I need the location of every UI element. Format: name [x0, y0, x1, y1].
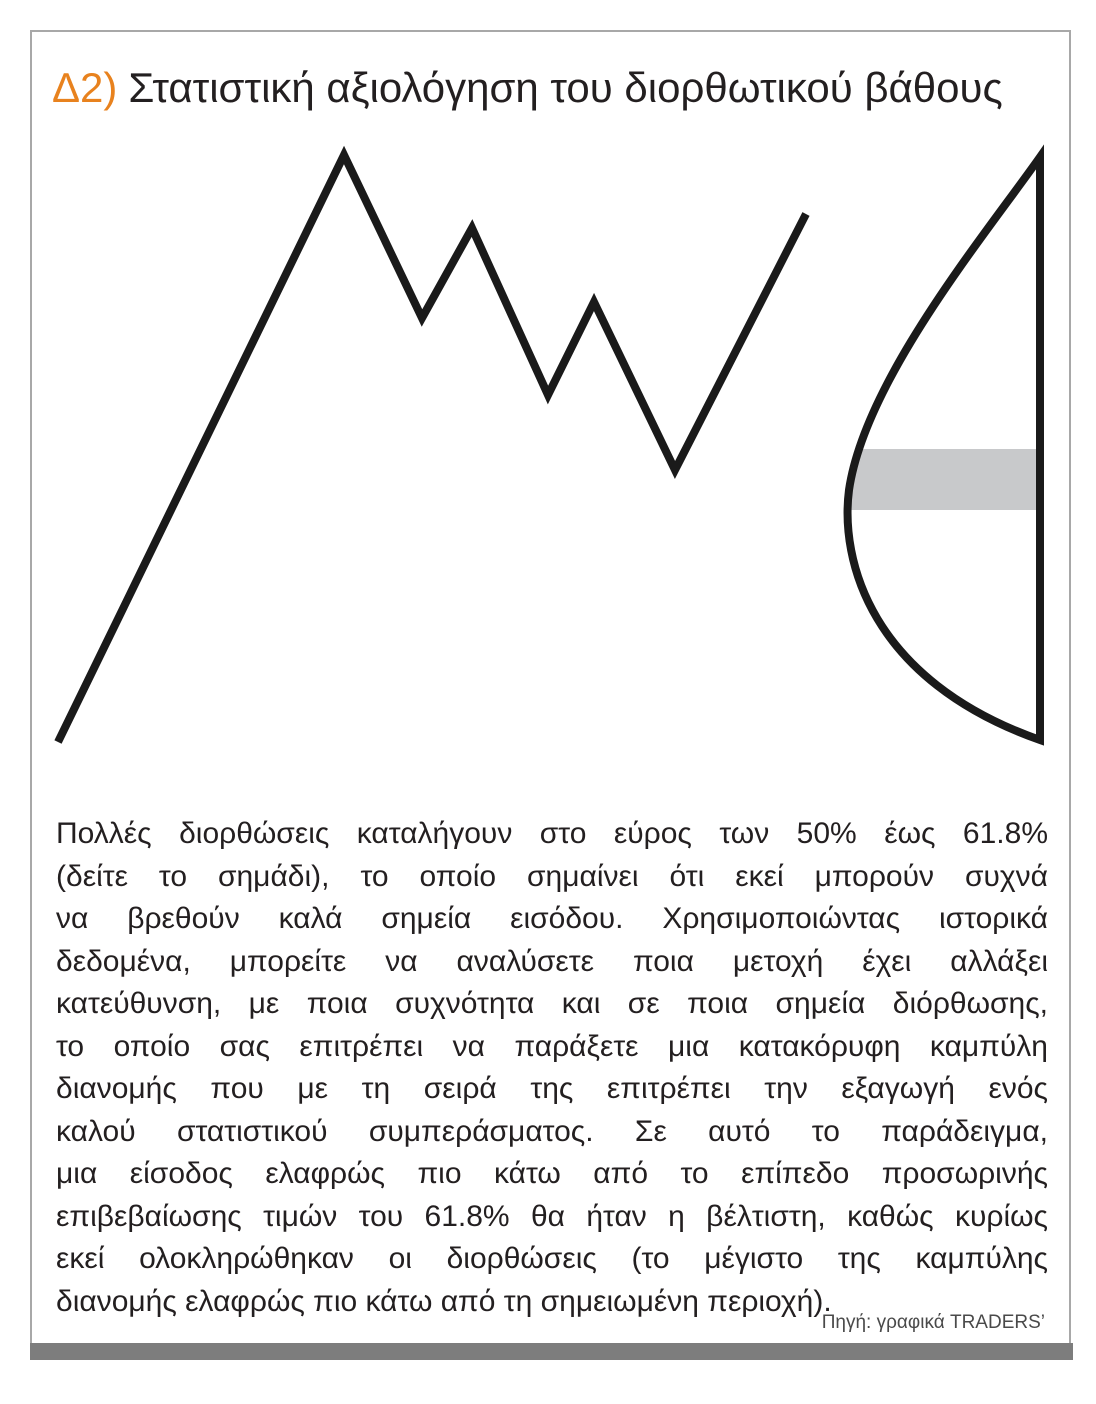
paragraph-line: δεδομένα, μπορείτε να αναλύσετε ποια μετοχή έχει αλλάξει	[56, 944, 1048, 978]
explanation-paragraph	[56, 813, 1048, 1323]
figure-number: Δ2)	[52, 64, 118, 111]
paragraph-line: επιβεβαίωσης τιμών του 61.8% θα ήταν η βέλτιστη, καθώς κυρίως	[56, 1199, 1048, 1233]
paragraph-line: (δείτε το σημάδι), το οποίο σημαίνει ότι εκεί μπορούν συχνά	[56, 859, 1048, 893]
paragraph-line: κατεύθυνση, με ποια συχνότητα και σε ποια σημεία διόρθωσης,	[56, 987, 1048, 1020]
paragraph-line: διανομής που με τη σειρά της επιτρέπει την εξαγωγή ενός	[56, 1072, 1048, 1105]
source-credit: Πηγή: γραφικά TRADERS’	[821, 1312, 1045, 1333]
paragraph-line: καλού στατιστικού συμπεράσματος. Σε αυτό το παράδειγμα,	[56, 1114, 1048, 1148]
paragraph-line: Πολλές διορθώσεις καταλήγουν στο εύρος των 50% έως 61.8%	[56, 817, 1048, 850]
paragraph-line: μια είσοδος ελαφρώς πιο κάτω από το επίπεδο προσωρινής	[56, 1157, 1048, 1190]
distribution-curve	[848, 157, 1040, 740]
price-zigzag-line	[58, 155, 806, 742]
paragraph-line: να βρεθούν καλά σημεία εισόδου. Χρησιμοποιώντας ιστορικά	[56, 902, 1048, 935]
highlighted-band	[838, 449, 1042, 510]
figure-title-text: Στατιστική αξιολόγηση του διορθωτικού βάθους	[128, 64, 1003, 111]
paragraph-line: διανομής ελαφρώς πιο κάτω από τη σημειωμένη περιοχή).	[56, 1284, 832, 1318]
paragraph-line: εκεί ολοκληρώθηκαν οι διορθώσεις (το μέγιστο της καμπύλης	[56, 1242, 1048, 1275]
footer-bar	[30, 1343, 1073, 1360]
paragraph-line: το οποίο σας επιτρέπει να παράξετε μια κατακόρυφη καμπύλη	[56, 1029, 1048, 1063]
